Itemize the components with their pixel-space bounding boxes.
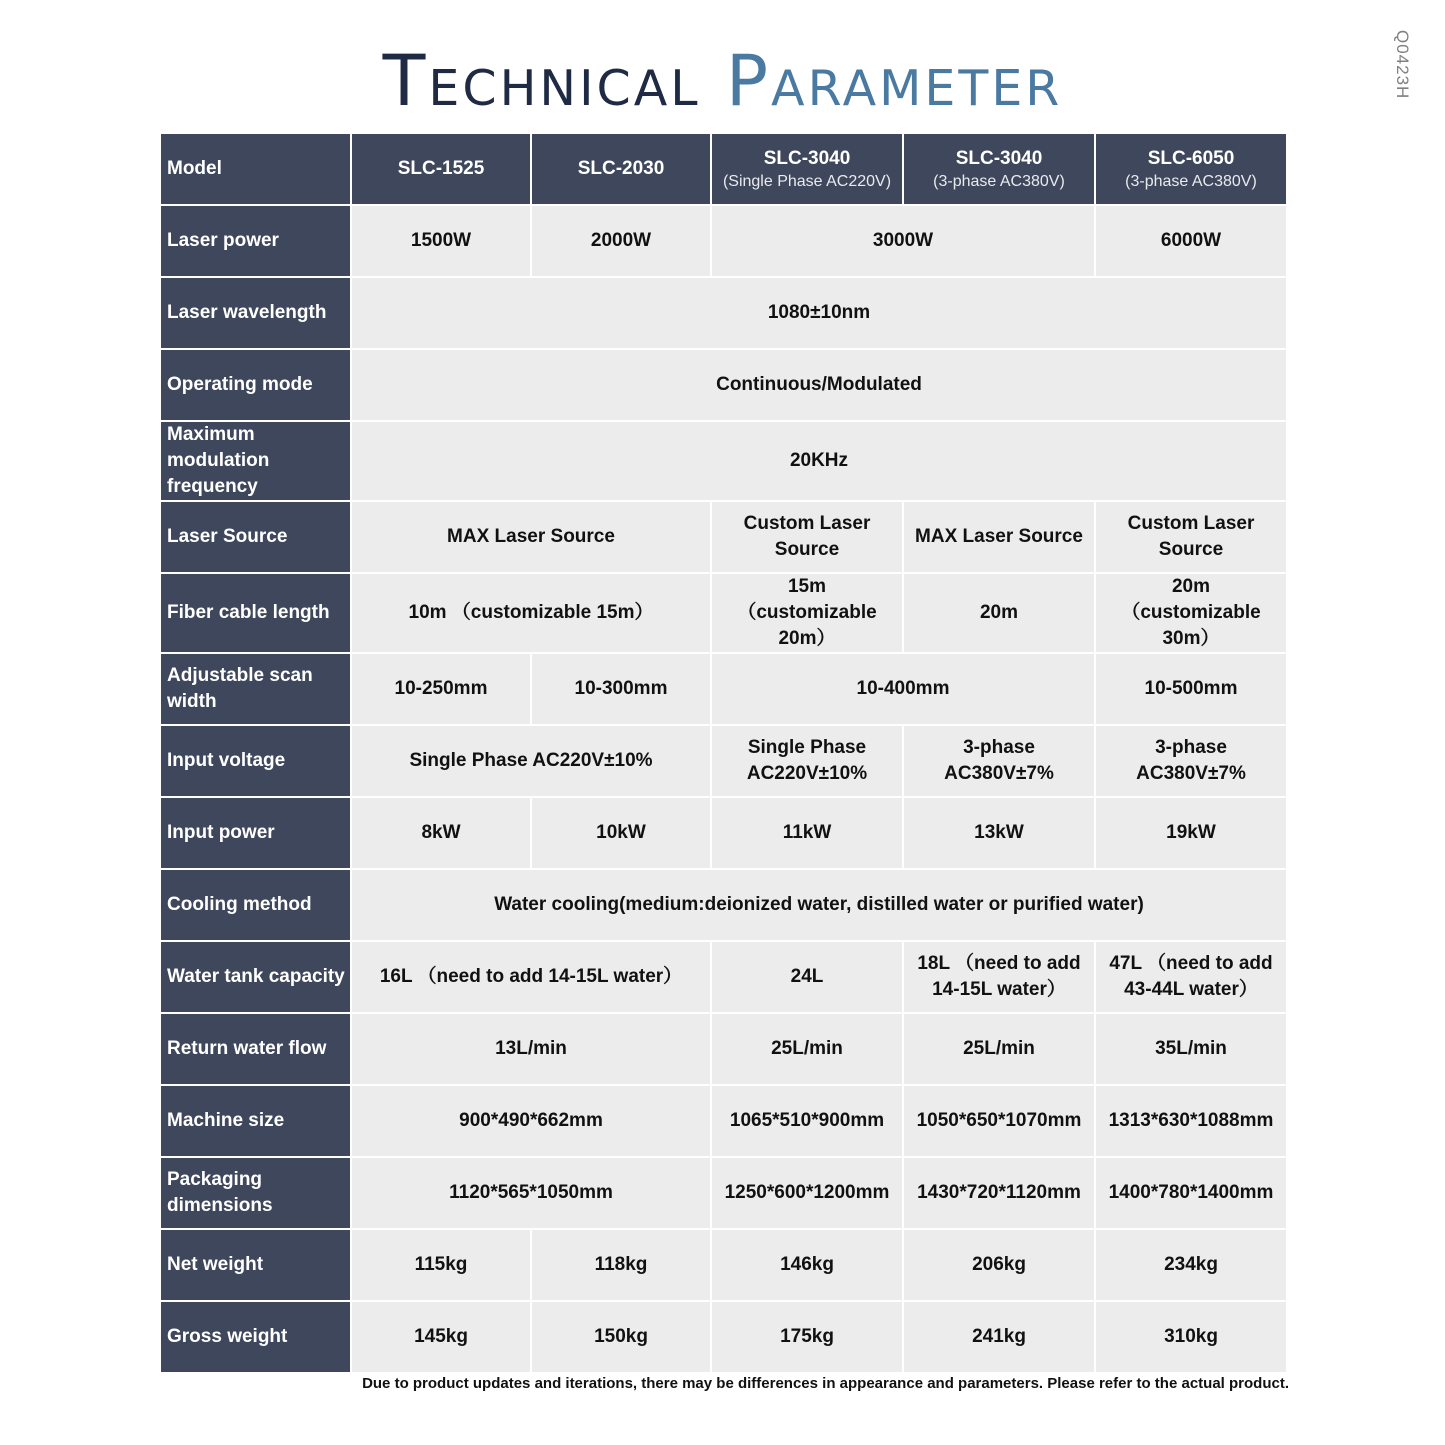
row-label: Maximum modulation frequency [160, 421, 351, 501]
table-cell: 1250*600*1200mm [711, 1157, 903, 1229]
table-row [160, 421, 1287, 501]
table-cell: 1500W [351, 205, 531, 277]
table-cell: 19kW [1095, 797, 1287, 869]
spec-table [159, 132, 1288, 1374]
table-cell: 1065*510*900mm [711, 1085, 903, 1157]
table-cell: 35L/min [1095, 1013, 1287, 1085]
table-cell: 150kg [531, 1301, 711, 1373]
table-header-row [160, 133, 1287, 205]
table-cell: 6000W [1095, 205, 1287, 277]
table-cell: 10-300mm [531, 653, 711, 725]
table-cell: 15m （customizable 20m） [711, 573, 903, 653]
table-cell: 11kW [711, 797, 903, 869]
row-label: Input power [160, 797, 351, 869]
table-cell: 20m [903, 573, 1095, 653]
table-cell: 24L [711, 941, 903, 1013]
table-cell: MAX Laser Source [351, 501, 711, 573]
row-label: Operating mode [160, 349, 351, 421]
table-cell: 20m （customizable 30m） [1095, 573, 1287, 653]
table-cell: 234kg [1095, 1229, 1287, 1301]
table-row [160, 1229, 1287, 1301]
row-label: Adjustable scan width [160, 653, 351, 725]
table-row [160, 941, 1287, 1013]
table-cell: 18L （need to add 14-15L water） [903, 941, 1095, 1013]
table-cell: 146kg [711, 1229, 903, 1301]
row-label: Laser wavelength [160, 277, 351, 349]
row-label: Fiber cable length [160, 573, 351, 653]
table-cell: 10-500mm [1095, 653, 1287, 725]
table-cell: 10-250mm [351, 653, 531, 725]
table-cell: Water cooling(medium:deionized water, distilled water or purified water) [351, 869, 1287, 941]
table-cell: 1430*720*1120mm [903, 1157, 1095, 1229]
table-row [160, 1157, 1287, 1229]
table-row [160, 349, 1287, 421]
table-cell: 3000W [711, 205, 1095, 277]
table-row [160, 501, 1287, 573]
table-cell: Continuous/Modulated [351, 349, 1287, 421]
table-cell: 10m （customizable 15m） [351, 573, 711, 653]
table-cell: 13L/min [351, 1013, 711, 1085]
table-cell: 3-phase AC380V±7% [1095, 725, 1287, 797]
table-row [160, 797, 1287, 869]
model-header: SLC-3040 (Single Phase AC220V) [711, 133, 903, 205]
table-cell: 3-phase AC380V±7% [903, 725, 1095, 797]
row-label: Input voltage [160, 725, 351, 797]
row-label: Laser Source [160, 501, 351, 573]
model-header: SLC-6050 (3-phase AC380V) [1095, 133, 1287, 205]
table-cell: 118kg [531, 1229, 711, 1301]
table-row [160, 573, 1287, 653]
page-title [0, 40, 1445, 122]
row-label: Laser power [160, 205, 351, 277]
table-cell: 310kg [1095, 1301, 1287, 1373]
table-cell: 16L （need to add 14-15L water） [351, 941, 711, 1013]
row-label-model: Model [160, 133, 351, 205]
title-part-1: Technical [382, 40, 701, 122]
product-code: Q0423H [1393, 30, 1412, 100]
table-cell: 175kg [711, 1301, 903, 1373]
table-cell: 25L/min [711, 1013, 903, 1085]
table-cell: 206kg [903, 1229, 1095, 1301]
row-label: Net weight [160, 1229, 351, 1301]
row-label: Gross weight [160, 1301, 351, 1373]
table-cell: 241kg [903, 1301, 1095, 1373]
table-cell: 1080±10nm [351, 277, 1287, 349]
table-cell: 2000W [531, 205, 711, 277]
table-cell: Single Phase AC220V±10% [351, 725, 711, 797]
table-cell: 145kg [351, 1301, 531, 1373]
row-label: Cooling method [160, 869, 351, 941]
table-row [160, 1013, 1287, 1085]
table-cell: 10kW [531, 797, 711, 869]
table-cell: 115kg [351, 1229, 531, 1301]
table-cell: 1400*780*1400mm [1095, 1157, 1287, 1229]
table-cell: 13kW [903, 797, 1095, 869]
table-row [160, 1085, 1287, 1157]
row-label: Water tank capacity [160, 941, 351, 1013]
row-label: Machine size [160, 1085, 351, 1157]
model-header: SLC-3040 (3-phase AC380V) [903, 133, 1095, 205]
table-cell: 8kW [351, 797, 531, 869]
table-cell: MAX Laser Source [903, 501, 1095, 573]
row-label: Packaging dimensions [160, 1157, 351, 1229]
table-row [160, 277, 1287, 349]
table-cell: 10-400mm [711, 653, 1095, 725]
row-label: Return water flow [160, 1013, 351, 1085]
title-part-2: Parameter [725, 40, 1063, 122]
table-cell: 900*490*662mm [351, 1085, 711, 1157]
table-cell: Custom Laser Source [711, 501, 903, 573]
table-row [160, 1301, 1287, 1373]
table-cell: 1313*630*1088mm [1095, 1085, 1287, 1157]
table-row [160, 653, 1287, 725]
model-header: SLC-2030 [531, 133, 711, 205]
footnote: Due to product updates and iterations, there may be differences in appearance and parameters. Please refer to the actual product. [362, 1375, 1289, 1392]
table-cell: Custom Laser Source [1095, 501, 1287, 573]
table-cell: 47L （need to add 43-44L water） [1095, 941, 1287, 1013]
model-header: SLC-1525 [351, 133, 531, 205]
table-row [160, 725, 1287, 797]
table-cell: 20KHz [351, 421, 1287, 501]
table-cell: Single Phase AC220V±10% [711, 725, 903, 797]
table-cell: 1120*565*1050mm [351, 1157, 711, 1229]
table-cell: 25L/min [903, 1013, 1095, 1085]
table-cell: 1050*650*1070mm [903, 1085, 1095, 1157]
table-row [160, 205, 1287, 277]
table-row [160, 869, 1287, 941]
